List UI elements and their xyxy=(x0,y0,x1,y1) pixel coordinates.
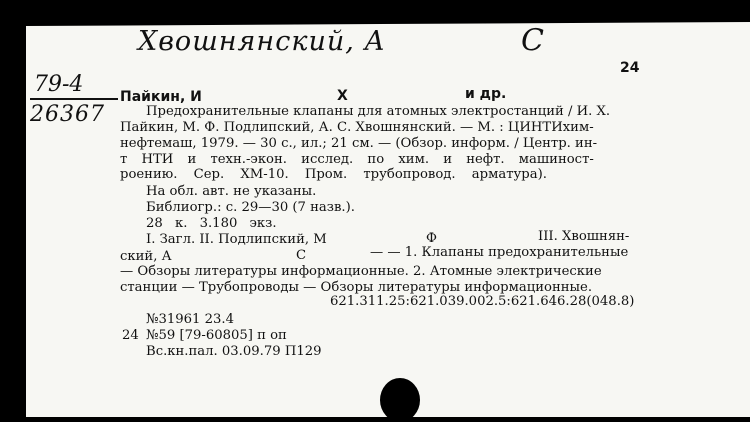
bibliography-line: Библиогр.: с. 29—30 (7 назв.). xyxy=(146,200,355,215)
shelf-mark-2: 26367 xyxy=(30,102,105,127)
handwritten-author: Хвошнянский, А xyxy=(138,26,386,57)
udc-code: 621.311.25:621.039.002.5:621.646.28(048.8) xyxy=(330,294,635,309)
description-line: роению. Сер. ХМ-10. Пром. трубопровод. арматура). xyxy=(120,167,547,182)
footer-issue: №59 [79-60805] п оп xyxy=(146,328,287,343)
catalog-card xyxy=(26,22,750,417)
heading-x: Х xyxy=(337,88,348,104)
tracing-line3: — Обзоры литературы информационные. 2. Атомные электрические xyxy=(120,264,602,279)
footer-prefix: 24 xyxy=(122,328,139,343)
description-line: нефтемаш, 1979. — 30 с., ил.; 21 см. — (Обзор. информ. / Центр. ин- xyxy=(120,136,598,151)
tracing-line1-right: III. Хвошнян- xyxy=(538,229,630,244)
tracing-line1-left: I. Загл. II. Подлипский, М xyxy=(146,232,327,247)
shelf-mark-1: 79-4 xyxy=(34,72,84,97)
page-number: 24 xyxy=(620,60,640,76)
footer-number: №31961 23.4 xyxy=(146,312,234,327)
shelf-mark-underline xyxy=(30,98,118,100)
heading-et-al: и др. xyxy=(465,86,507,102)
description-line: Пайкин, М. Ф. Подлипский, А. С. Хвошнянский. — М. : ЦИНТИхим- xyxy=(120,120,594,135)
tracing-line1-mid: Ф xyxy=(426,231,437,246)
footer-date: Вс.кн.пал. 03.09.79 П129 xyxy=(146,344,322,359)
punch-hole xyxy=(380,378,420,422)
handwritten-mark: С xyxy=(521,23,544,58)
price-line: 28 к. 3.180 экз. xyxy=(146,216,277,231)
tracing-line4: станции — Трубопроводы — Обзоры литературы информационные. xyxy=(120,280,593,295)
note-line: На обл. авт. не указаны. xyxy=(146,184,317,199)
tracing-line2-mid: С xyxy=(296,248,307,263)
heading-author: Пайкин, И xyxy=(120,89,202,105)
tracing-line2-right: — — 1. Клапаны предохранительные xyxy=(370,245,629,260)
description-line: т НТИ и техн.-экон. исслед. по хим. и нефт. машиност- xyxy=(120,152,594,167)
tracing-line2-left: ский, А xyxy=(120,249,172,264)
description-line: Предохранительные клапаны для атомных электростанций / И. Х. xyxy=(146,104,611,119)
